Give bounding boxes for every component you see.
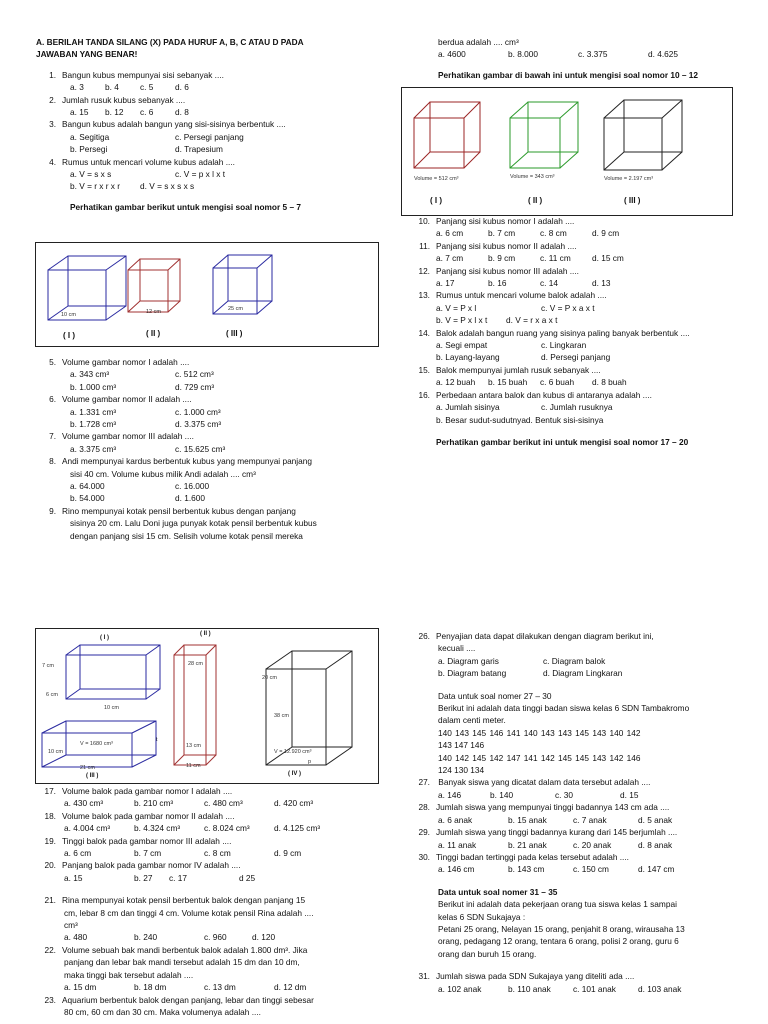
question-12: 12. Panjang sisi kubus nomor III adalah .... a. 17 b. 16 c. 14 d. 13 bbox=[418, 265, 611, 289]
question-6: 6. Volume gambar nomor II adalah .... a. 1.331 cm³ c. 1.000 cm³ b. 1.728 cm³ d. 3.375 cm³ bbox=[49, 394, 222, 430]
dim-label: 20 cm bbox=[262, 675, 277, 681]
question-16: 16. Perbedaan antara balok dan kubus di antaranya adalah .... a. Jumlah sisinya c. Jumlah rusuknya b. Besar sudut-sudutnyad. Bentuk sisi-sisinya bbox=[418, 389, 652, 425]
figure-label-i: ( I ) bbox=[100, 635, 109, 641]
question-3: 3. Bangun kubus adalah bangun yang sisi-sisinya berbentuk .... a. Segitiga c. Persegi panjang b. Persegi d. Trapesium bbox=[49, 119, 286, 155]
figure-label-ii: ( II ) bbox=[200, 631, 211, 637]
right-column-bottom bbox=[410, 630, 740, 995]
question-26: 26. Penyajian data dapat dilakukan dengan diagram berikut ini, kecuali .... a. Diagram garis c. Diagram balok b. Diagram batang d. Diagram Lingkaran bbox=[418, 631, 654, 679]
question-9: 9. Rino mempunyai kotak pensil berbentuk kubus dengan panjang sisinya 20 cm. Lalu Doni juga punyak kotak pensil berbentuk kubus dengan panjang sisi 15 cm. Selisih volume kotak pensil mereka bbox=[49, 505, 317, 541]
figure-label-i: ( I ) bbox=[63, 331, 75, 340]
question-11: 11. Panjang sisi kubus nomor II adalah .... a. 7 cm b. 9 cm c. 11 cm d. 15 cm bbox=[419, 240, 624, 264]
question-8: 8. Andi mempunyai kardus berbentuk kubus yang mempunyai panjang sisi 40 cm. Volume kubus milik Andi adalah .... cm³ a. 64.000 c. 16.000 b. 54.000 d. 1.600 bbox=[49, 456, 312, 504]
cube-dim-label: 12 cm bbox=[146, 309, 161, 315]
dim-label: t bbox=[156, 737, 158, 743]
instruction-note: Perhatikan gambar berikut ini untuk mengisi soal nomor 17 – 20 bbox=[436, 436, 689, 447]
figure-label-iii: ( III ) bbox=[226, 329, 243, 338]
dim-label: 6 cm bbox=[46, 692, 58, 698]
question-27: 27. Banyak siswa yang dicatat dalam data tersebut adalah .... a. 146 b. 140 c. 30 d. 15 bbox=[418, 777, 651, 800]
cubes-volume-drawing bbox=[402, 88, 732, 215]
question-2: 2. Jumlah rusuk kubus sebanyak .... a. 15 b. 12 c. 6 d. 8 bbox=[49, 94, 189, 118]
dim-label: 10 cm bbox=[48, 749, 63, 755]
section-heading: A. BERILAH TANDA SILANG (X) PADA HURUF A, B, C ATAU D PADA bbox=[36, 37, 304, 47]
volume-label: Volume = 343 cm³ bbox=[510, 174, 555, 180]
instruction-note: Perhatikan gambar berikut untuk mengisi soal nomor 5 – 7 bbox=[70, 201, 301, 212]
question-4: 4. Rumus untuk mencari volume kubus adalah .... a. V = s x s c. V = p x l x t b. V = r x r x r d. V = s x s x s bbox=[49, 156, 235, 192]
figure-label-iv: ( IV ) bbox=[288, 771, 301, 777]
left-column-mid bbox=[36, 356, 376, 542]
question-30: 30. Tinggi badan tertinggi pada kelas tersebut adalah .... a. 146 cm b. 143 cm c. 150 cm d. 147 cm bbox=[418, 851, 675, 875]
volume-label: Volume = 512 cm³ bbox=[414, 176, 459, 182]
cubes-drawing bbox=[36, 243, 378, 346]
question-14: 14. Balok adalah bangun ruang yang sisinya paling banyak berbentuk .... a. Segi empat c. Lingkaran b. Layang-layang d. Persegi panjang bbox=[418, 327, 690, 363]
volume-label: V = 1680 cm³ bbox=[80, 741, 113, 747]
question-19: 19. Tinggi balok pada gambar nomor III adalah .... a. 6 cm b. 7 cm c. 8 cm d. 9 cm bbox=[44, 835, 302, 859]
dim-label: 10 cm bbox=[104, 705, 119, 711]
volume-label: V = 12.920 cm³ bbox=[274, 749, 312, 755]
question-1: 1. Bangun kubus mempunyai sisi sebanyak .... a. 3 b. 4 c. 5 d. 6 bbox=[49, 69, 224, 93]
dim-label: p bbox=[308, 759, 312, 765]
left-column-top bbox=[36, 36, 376, 219]
dim-label: 38 cm bbox=[274, 713, 289, 719]
question-15: 15. Balok mempunyai jumlah rusuk sebanyak .... a. 12 buah b. 15 buah c. 6 buah d. 8 buah bbox=[418, 364, 627, 388]
right-column-mid bbox=[410, 215, 740, 454]
section-heading-cont: JAWABAN YANG BENAR! bbox=[36, 49, 138, 60]
dim-label: 11 cm bbox=[186, 763, 201, 769]
instruction-note: Perhatikan gambar di bawah ini untuk mengisi soal nomor 10 – 12 bbox=[438, 69, 699, 80]
right-column-top bbox=[410, 36, 740, 87]
question-18: 18. Volume balok pada gambar nomor II adalah .... a. 4.004 cm³ b. 4.324 cm³ c. 8.024 cm³ d. 4.125 cm³ bbox=[44, 810, 321, 834]
volume-label: Volume = 2.197 cm³ bbox=[604, 176, 654, 182]
data-block-31-35: Data untuk soal nomer 31 – 35 Berikut ini adalah data pekerjaan orang tua siswa kelas 1 sampai kelas 6 SDN Sukajaya : Petani 25 orang, Nelayan 15 orang, penjahit 8 orang, wirausaha 13 orang, pedagang 12 orang, tentara 6 orang, polisi 2 orang, guru 6 orang dan buruh 15 orang. bbox=[438, 886, 685, 959]
figure-label-iii: ( III ) bbox=[624, 196, 641, 205]
question-20: 20. Panjang balok pada gambar nomor IV adalah .... a. 15 b. 27 c. 17 d 25 bbox=[44, 860, 256, 883]
dim-label: 13 cm bbox=[186, 743, 201, 749]
cube-dim-label: 10 cm bbox=[61, 312, 76, 318]
cube-dim-label: 25 cm bbox=[228, 306, 243, 312]
question-23: 23. Aquarium berbentuk balok dengan panjang, lebar dan tinggi sebesar 80 cm, 60 cm dan 30 cm. Maka volumenya adalah .... bbox=[44, 994, 314, 1017]
data-block-27-30: Data untuk soal nomer 27 – 30 Berikut ini adalah data tinggi badan siswa kelas 6 SDN Tambakromo dalam centi meter. 140 143 145 146 141 140 143 143 145 143 140 142 143 147 146 140 142 145 142 147 141 142 145 145 143 142 146 124 130 134 bbox=[438, 690, 690, 776]
figure-label-ii: ( II ) bbox=[528, 196, 543, 205]
figure-cubes-5-7 bbox=[35, 242, 379, 347]
question-31: 31. Jumlah siswa pada SDN Sukajaya yang diteliti ada .... a. 102 anak b. 110 anak c. 101 anak d. 103 anak bbox=[418, 971, 682, 994]
question-21: 21. Rina mempunyai kotak pensil berbentuk balok dengan panjang 15 cm, lebar 8 cm dan tinggi 4 cm. Volume kotak pensil Rina adalah .... cm³ a. 480 b. 240 c. 960 d. 120 bbox=[44, 895, 314, 943]
left-column-bottom bbox=[36, 785, 376, 1018]
dim-label: 28 cm bbox=[188, 661, 203, 667]
figure-balok-17-20 bbox=[35, 628, 379, 784]
q9-continuation: berdua adalah .... cm³ bbox=[438, 37, 519, 47]
figure-label-ii: ( II ) bbox=[146, 329, 161, 338]
question-28: 28. Jumlah siswa yang mempunyai tinggi badannya 143 cm ada .... a. 6 anak b. 15 anak c. 7 anak d. 5 anak bbox=[418, 802, 673, 825]
q9-options: a. 4600 b. 8.000 c. 3.375 d. 4.625 bbox=[438, 49, 678, 60]
question-10: 10. Panjang sisi kubus nomor I adalah .... a. 6 cm b. 7 cm c. 8 cm d. 9 cm bbox=[418, 216, 620, 239]
dim-label: 21 cm bbox=[80, 765, 95, 771]
question-17: 17. Volume balok pada gambar nomor I adalah .... a. 430 cm³ b. 210 cm³ c. 480 cm³ d. 420 cm³ bbox=[44, 786, 314, 809]
dim-label: 7 cm bbox=[42, 663, 54, 669]
question-29: 29. Jumlah siswa yang tinggi badannya kurang dari 145 berjumlah .... a. 11 anak b. 21 anak c. 20 anak d. 8 anak bbox=[418, 827, 678, 850]
figure-label-iii: ( III ) bbox=[86, 773, 99, 779]
question-22: 22. Volume sebuah bak mandi berbentuk balok adalah 1.800 dm³. Jika panjang dan lebar bak mandi tersebut adalah 15 dm dan 10 dm, maka tinggi bak tersebut adalah .... a. 15 dm b. 18 dm c. 13 dm d. 12 dm bbox=[44, 944, 308, 993]
question-13: 13. Rumus untuk mencari volume balok adalah .... a. V = P x l c. V = P x a x t b. V = P x l x t d. V = r x a x t bbox=[418, 290, 607, 326]
figure-label-i: ( I ) bbox=[430, 196, 442, 205]
figure-cubes-10-12 bbox=[401, 87, 733, 216]
balok-drawing bbox=[36, 629, 378, 783]
question-5: 5. Volume gambar nomor I adalah .... a. 343 cm³ c. 512 cm³ b. 1.000 cm³ d. 729 cm³ bbox=[49, 357, 215, 392]
question-7: 7. Volume gambar nomor III adalah .... a. 3.375 cm³ c. 15.625 cm³ bbox=[49, 431, 226, 454]
